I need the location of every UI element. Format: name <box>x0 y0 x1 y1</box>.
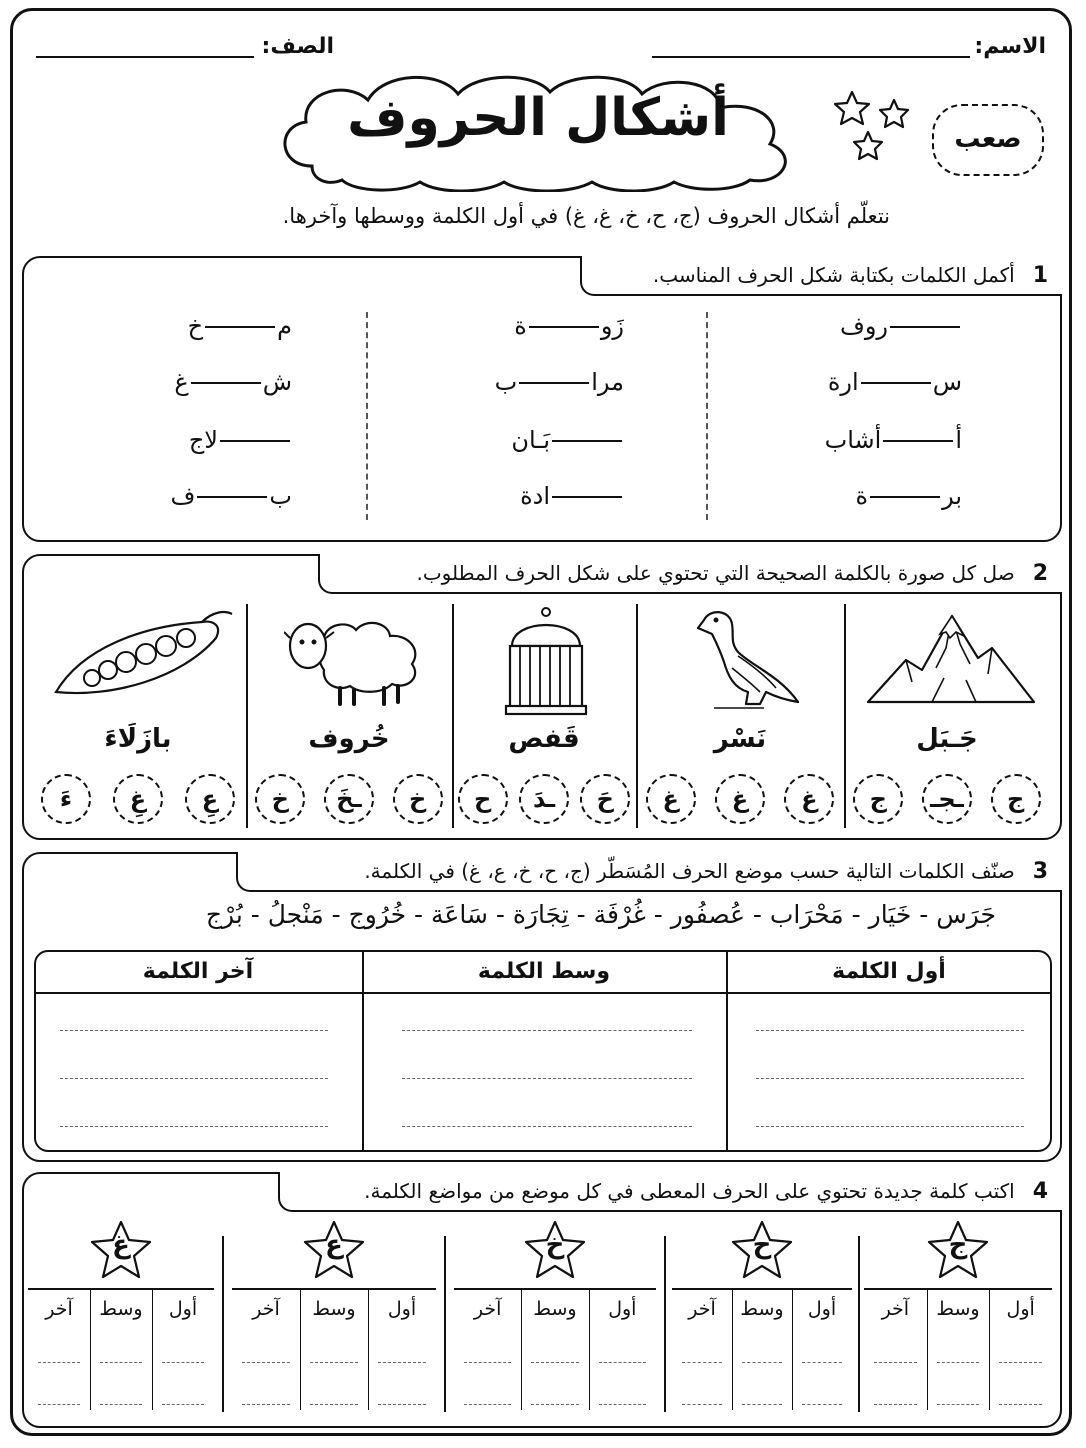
section-number: 1 <box>1032 263 1048 288</box>
letter-option[interactable]: ح <box>458 774 508 824</box>
letter-option[interactable]: ـدَ <box>519 774 569 824</box>
letter-blank[interactable] <box>870 496 940 498</box>
picture-divider <box>452 604 454 828</box>
letter-blank[interactable] <box>552 440 622 442</box>
position-label: وسط <box>99 1298 143 1320</box>
fill-word[interactable] <box>171 482 292 510</box>
eagle-icon <box>690 606 808 720</box>
writing-line[interactable] <box>531 1362 578 1363</box>
word-part-before: س <box>932 368 962 396</box>
class-field[interactable] <box>36 56 254 58</box>
column-header-start: أول الكلمة <box>832 959 946 984</box>
letter-option[interactable]: حَ <box>580 774 630 824</box>
section-4-header <box>278 1172 1062 1212</box>
letter-blank[interactable] <box>220 440 290 442</box>
word-part-after: خ <box>187 312 204 340</box>
writing-line[interactable] <box>464 1362 511 1363</box>
letter-option[interactable]: غ <box>715 774 765 824</box>
writing-line[interactable] <box>378 1404 426 1405</box>
letter-option[interactable]: عِ <box>185 774 235 824</box>
picture-word: جَـبَل <box>916 724 978 754</box>
fill-word[interactable] <box>520 482 624 510</box>
letter-blank[interactable] <box>890 326 960 328</box>
group-divider <box>664 1236 666 1412</box>
writing-line[interactable] <box>60 1078 328 1079</box>
word-part-after: ارة <box>827 368 859 396</box>
writing-line[interactable] <box>310 1404 358 1405</box>
writing-line[interactable] <box>100 1362 142 1363</box>
stars-icon <box>830 88 914 172</box>
section-number: 3 <box>1032 859 1048 884</box>
group-divider <box>222 1236 224 1412</box>
sheep-icon <box>284 610 428 708</box>
position-label: آخر <box>473 1298 502 1320</box>
position-divider <box>300 1290 301 1410</box>
position-divider <box>90 1290 91 1410</box>
letter-blank[interactable] <box>191 382 261 384</box>
fill-word[interactable] <box>514 312 624 340</box>
letter-option[interactable]: غِ <box>113 774 163 824</box>
word-part-before: أ <box>955 426 962 454</box>
writing-line[interactable] <box>38 1404 80 1405</box>
position-divider <box>589 1290 590 1410</box>
writing-line[interactable] <box>756 1126 1024 1127</box>
writing-line[interactable] <box>802 1362 842 1363</box>
class-label: الصف: <box>261 34 334 59</box>
writing-line[interactable] <box>531 1404 578 1405</box>
word-part-before: بر <box>942 482 962 510</box>
fill-word[interactable] <box>511 426 624 454</box>
position-label: أول <box>387 1298 417 1320</box>
word-part-after: بَـان <box>511 426 550 454</box>
star-letter: ع <box>325 1230 343 1260</box>
picture-word: خُروف <box>308 724 390 754</box>
position-label: أول <box>168 1298 198 1320</box>
section-1-header <box>580 256 1062 296</box>
letter-blank[interactable] <box>861 382 931 384</box>
star-letter: خ <box>545 1230 565 1260</box>
mountain-icon <box>866 608 1036 708</box>
writing-line[interactable] <box>60 1030 328 1031</box>
picture-word: نَسْر <box>713 724 767 754</box>
word-part-before: مرا <box>591 368 624 396</box>
position-label: آخر <box>881 1298 910 1320</box>
writing-line[interactable] <box>682 1362 722 1363</box>
writing-line[interactable] <box>162 1362 204 1363</box>
writing-line[interactable] <box>402 1078 692 1079</box>
word-part-before: ش <box>262 368 292 396</box>
writing-line[interactable] <box>599 1362 646 1363</box>
letter-option[interactable]: ج <box>853 774 903 824</box>
column-header-middle: وسط الكلمة <box>477 959 611 984</box>
word-part-after: ب <box>494 368 518 396</box>
position-label: آخر <box>688 1298 716 1320</box>
writing-line[interactable] <box>310 1362 358 1363</box>
writing-line[interactable] <box>464 1404 511 1405</box>
writing-line[interactable] <box>242 1404 290 1405</box>
letter-option[interactable]: ءَ <box>41 774 91 824</box>
word-part-after: ف <box>170 482 196 510</box>
fill-word[interactable] <box>495 368 624 396</box>
section-number: 4 <box>1032 1179 1048 1204</box>
picture-divider <box>844 604 846 828</box>
page-title: أشكال الحروف <box>347 88 729 148</box>
word-part-after: لاج <box>188 426 218 454</box>
position-label: وسط <box>312 1298 356 1320</box>
word-part-after: ة <box>855 482 869 510</box>
writing-line[interactable] <box>742 1362 782 1363</box>
fill-word[interactable] <box>174 368 292 396</box>
letter-blank[interactable] <box>552 496 622 498</box>
fill-word[interactable] <box>189 426 292 454</box>
fill-word[interactable] <box>840 312 962 340</box>
word-part-before: ب <box>269 482 292 510</box>
writing-line[interactable] <box>682 1404 722 1405</box>
position-label: وسط <box>533 1298 577 1320</box>
position-label: وسط <box>936 1298 980 1320</box>
position-label: أول <box>807 1298 837 1320</box>
writing-line[interactable] <box>937 1362 980 1363</box>
star-letter: غ <box>112 1230 130 1260</box>
name-label: الاسم: <box>974 34 1046 59</box>
letter-option[interactable]: خ <box>393 774 443 824</box>
writing-line[interactable] <box>999 1404 1042 1405</box>
word-part-after: روف <box>839 312 888 340</box>
section-2-header <box>318 554 1062 594</box>
group-rule <box>864 1288 1052 1290</box>
position-divider <box>989 1290 990 1410</box>
star-letter: ج <box>948 1230 968 1260</box>
writing-line[interactable] <box>802 1404 842 1405</box>
fill-word[interactable] <box>856 482 963 510</box>
section-instruction: أكمل الكلمات بكتابة شكل الحرف المناسب. <box>652 263 1015 287</box>
picture-divider <box>246 604 248 828</box>
letter-option[interactable]: ج <box>991 774 1041 824</box>
group-divider <box>444 1236 446 1412</box>
writing-line[interactable] <box>937 1404 980 1405</box>
letter-blank[interactable] <box>197 496 267 498</box>
word-part-after: ة <box>514 312 527 340</box>
word-part-after: ادة <box>520 482 550 510</box>
fill-word[interactable] <box>188 312 292 340</box>
writing-line[interactable] <box>756 1078 1024 1079</box>
letter-blank[interactable] <box>529 326 599 328</box>
section-3-header <box>236 852 1062 892</box>
letter-blank[interactable] <box>519 382 589 384</box>
column-divider <box>366 312 368 520</box>
group-rule <box>454 1288 656 1290</box>
writing-line[interactable] <box>874 1404 917 1405</box>
position-divider <box>152 1290 153 1410</box>
position-divider <box>732 1290 733 1410</box>
word-part-after: أشاب <box>824 426 882 454</box>
star-letter: ح <box>752 1230 772 1260</box>
word-part-before: زَو <box>600 312 624 340</box>
picture-divider <box>636 604 638 828</box>
letter-blank[interactable] <box>883 440 953 442</box>
writing-line[interactable] <box>402 1030 692 1031</box>
group-rule <box>28 1288 214 1290</box>
position-label: آخر <box>45 1298 73 1320</box>
writing-line[interactable] <box>38 1362 80 1363</box>
group-rule <box>672 1288 852 1290</box>
section-instruction: صل كل صورة بالكلمة الصحيحة التي تحتوي على شكل الحرف المطلوب. <box>416 561 1015 585</box>
letter-option[interactable]: خ <box>255 774 305 824</box>
group-rule <box>232 1288 436 1290</box>
letter-option[interactable]: ـجـ <box>922 774 972 824</box>
writing-line[interactable] <box>402 1126 692 1127</box>
letter-blank[interactable] <box>205 326 275 328</box>
picture-word: بازَلَاءَ <box>104 724 172 754</box>
word-list: جَرَس - خَيَار - مَحْرَاب - عُصفُور - غُرْفَة - تِجَارَة - سَاعَة - خُرُوج - مَنْجلُ - بُرْج <box>205 900 996 929</box>
position-divider <box>521 1290 522 1410</box>
letter-option[interactable]: غ <box>646 774 696 824</box>
writing-line[interactable] <box>378 1362 426 1363</box>
word-part-after: غ <box>174 368 189 396</box>
group-divider <box>858 1236 860 1412</box>
writing-line[interactable] <box>242 1362 290 1363</box>
writing-line[interactable] <box>162 1404 204 1405</box>
writing-line[interactable] <box>874 1362 917 1363</box>
writing-line[interactable] <box>999 1362 1042 1363</box>
name-field[interactable] <box>652 56 970 58</box>
birdcage-icon <box>504 606 588 718</box>
writing-line[interactable] <box>60 1126 328 1127</box>
column-divider <box>706 312 708 520</box>
writing-line[interactable] <box>742 1404 782 1405</box>
column-header-end: آخر الكلمة <box>142 959 254 984</box>
position-label: أول <box>608 1298 637 1320</box>
peapod-icon <box>52 608 234 700</box>
position-label: آخر <box>252 1298 280 1320</box>
position-divider <box>792 1290 793 1410</box>
section-instruction: اكتب كلمة جديدة تحتوي على الحرف المعطى في كل موضع من مواضع الكلمة. <box>364 1179 1015 1203</box>
position-label: وسط <box>740 1298 784 1320</box>
word-part-before: م <box>277 312 292 340</box>
picture-word: قَفص <box>508 724 580 754</box>
intro-text: نتعلّم أشكال الحروف (ج، ح، خ، غ، غ) في أول الكلمة ووسطها وآخرها. <box>282 204 890 228</box>
letter-option[interactable]: غ <box>784 774 834 824</box>
section-instruction: صنّف الكلمات التالية حسب موضع الحرف المُسَطّر (ج، ح، خ، ع، غ) في الكلمة. <box>364 859 1015 883</box>
difficulty-badge: صعب <box>932 104 1044 176</box>
position-divider <box>927 1290 928 1410</box>
letter-option[interactable]: ـخَ <box>324 774 374 824</box>
section-number: 2 <box>1032 561 1048 586</box>
writing-line[interactable] <box>756 1030 1024 1031</box>
position-label: أول <box>1006 1298 1035 1320</box>
fill-word[interactable] <box>828 368 962 396</box>
position-divider <box>368 1290 369 1410</box>
fill-word[interactable] <box>825 426 962 454</box>
writing-line[interactable] <box>599 1404 646 1405</box>
writing-line[interactable] <box>100 1404 142 1405</box>
